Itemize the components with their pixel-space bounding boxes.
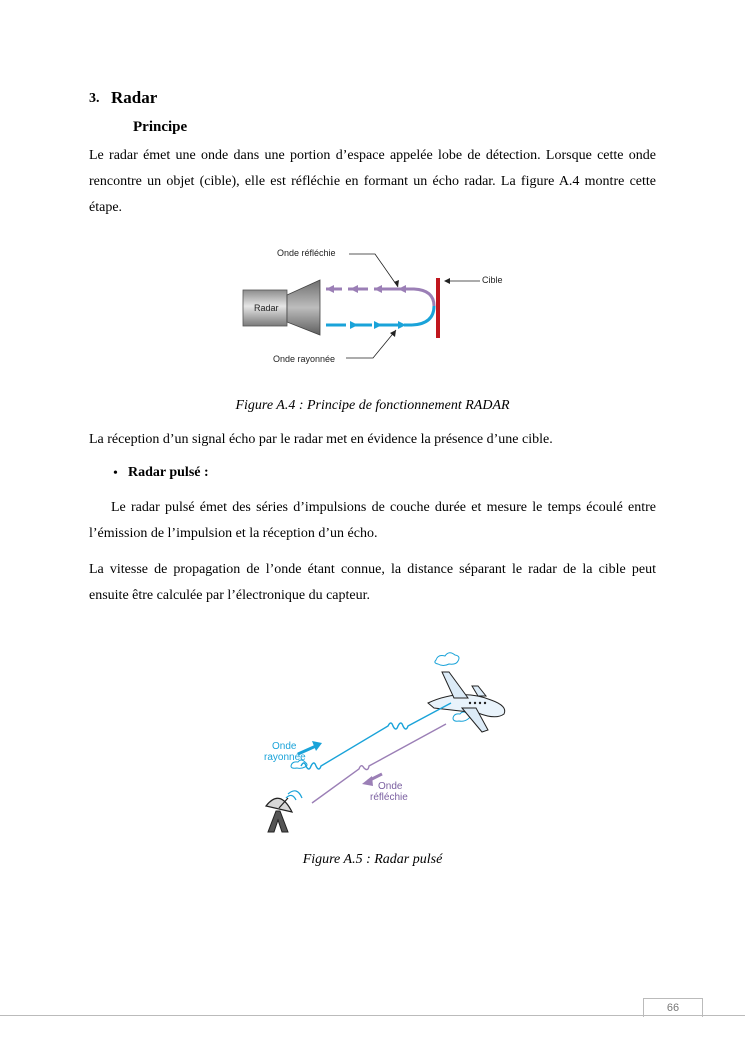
label-radiated-2: rayonnée	[264, 752, 306, 763]
intro-paragraph: Le radar émet une onde dans une portion d’espace appelée lobe de détection. Lorsque cette onde rencontre un objet (cible), elle est réfléchie en formant un écho radar. La figure A.4 montre cette étape.	[89, 148, 656, 215]
bullet-heading: Radar pulsé :	[128, 465, 209, 480]
label-target: Cible	[482, 275, 503, 285]
radiated-wave-line	[301, 703, 451, 769]
radar-principle-figure	[236, 240, 516, 370]
footer-rule	[0, 1015, 745, 1016]
label-radiated-wave: Onde rayonnée	[273, 354, 336, 364]
cloud-icon	[435, 653, 459, 666]
figure-a4-caption: Figure A.4 : Principe de fonctionnement RADAR	[235, 398, 510, 413]
radar-horn	[287, 280, 320, 335]
propagation-paragraph: La vitesse de propagation de l’onde étant connue, la distance séparant le radar de la cible peut ensuite être calculée par l’électronique du capteur.	[89, 562, 656, 603]
figure-a5-caption: Figure A.5 : Radar pulsé	[302, 852, 443, 867]
subsection-title: Principe	[133, 119, 188, 135]
airplane-icon	[428, 672, 505, 732]
radar-label: Radar	[254, 303, 279, 313]
section-title: Radar	[111, 88, 158, 107]
target-bar	[436, 278, 440, 338]
page-number: 66	[643, 998, 703, 1017]
label-reflected-1: Onde	[378, 781, 403, 792]
radiated-wave	[326, 306, 434, 329]
reception-paragraph: La réception d’un signal écho par le radar met en évidence la présence d’une cible.	[89, 432, 553, 447]
label-reflected-wave: Onde réfléchie	[277, 248, 336, 258]
label-reflected-2: réfléchie	[370, 792, 408, 803]
bullet-symbol: •	[113, 466, 118, 481]
pulsed-radar-figure	[246, 648, 516, 842]
pulsed-radar-paragraph: Le radar pulsé émet des séries d’impulsions de couche durée et mesure le temps écoulé entre l’émission de l’impulsion et la réception d’un écho.	[89, 500, 656, 541]
reflected-wave	[326, 285, 434, 306]
reflected-arrow-icon	[362, 776, 373, 786]
section-number: 3.	[89, 91, 100, 106]
label-radiated-1: Onde	[272, 741, 297, 752]
radar-dish-icon	[266, 791, 302, 832]
